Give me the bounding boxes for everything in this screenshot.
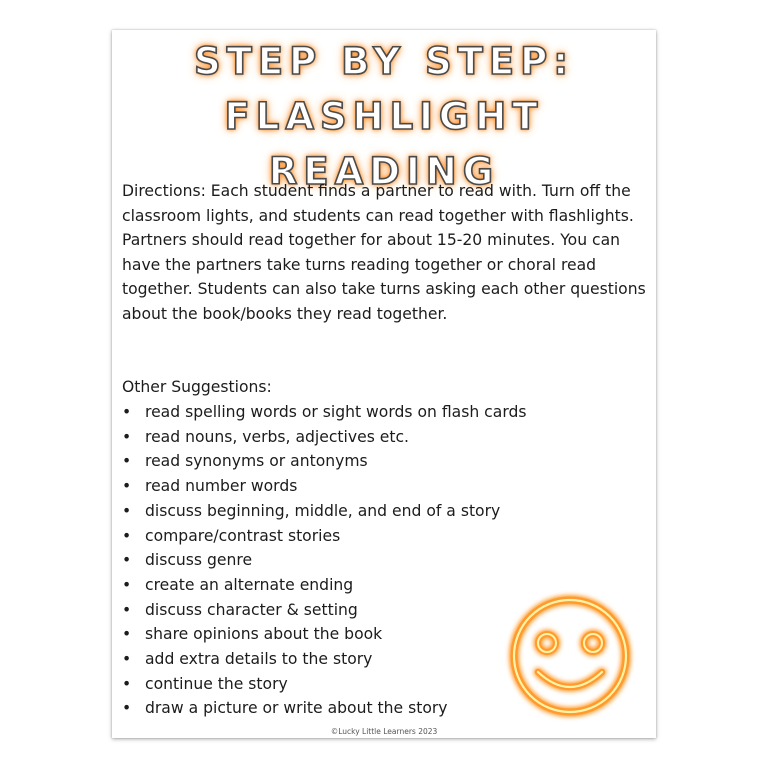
list-item bbox=[122, 598, 542, 623]
bullet-icon: • bbox=[122, 625, 132, 644]
list-item bbox=[122, 449, 542, 474]
list-item bbox=[122, 474, 542, 499]
bullet-icon: • bbox=[122, 427, 132, 446]
list-item bbox=[122, 647, 542, 672]
list-item-text: add extra details to the story bbox=[145, 650, 373, 669]
title-line-1: STEP BY STEP: bbox=[193, 40, 575, 83]
list-item bbox=[122, 548, 542, 573]
list-item bbox=[122, 400, 542, 425]
page-title bbox=[112, 34, 656, 199]
list-item-text: read number words bbox=[145, 477, 298, 496]
copyright-footer: ©Lucky Little Learners 2023 bbox=[330, 727, 438, 736]
bullet-icon: • bbox=[122, 477, 132, 496]
suggestions-heading: Other Suggestions: bbox=[122, 378, 272, 396]
title-line-2: FLASHLIGHT bbox=[224, 95, 544, 138]
list-item-text: discuss beginning, middle, and end of a story bbox=[145, 501, 501, 520]
list-item-text: read synonyms or antonyms bbox=[145, 452, 368, 471]
bullet-icon: • bbox=[122, 403, 132, 421]
list-item-text: discuss character & setting bbox=[145, 600, 358, 619]
smiley-face-icon bbox=[504, 590, 636, 722]
title-line-3: READING bbox=[268, 150, 500, 193]
list-item bbox=[122, 425, 542, 450]
list-item-text: draw a picture or write about the story bbox=[145, 699, 448, 718]
list-item-text: read nouns, verbs, adjectives etc. bbox=[145, 427, 410, 446]
bullet-icon: • bbox=[122, 600, 132, 619]
bullet-icon: • bbox=[122, 452, 132, 471]
bullet-icon: • bbox=[122, 551, 132, 570]
list-item bbox=[122, 499, 542, 524]
worksheet-page bbox=[112, 30, 656, 738]
list-item-text: compare/contrast stories bbox=[145, 526, 341, 545]
bullet-icon: • bbox=[122, 575, 132, 594]
list-item-text: discuss genre bbox=[145, 551, 253, 570]
list-item bbox=[122, 573, 542, 598]
directions-paragraph: Directions: Each student finds a partner to read with. Turn off the classroom lights, and students can read together with flashlights. Partners should read together for about 15-20 minutes. You can have the partners take turns reading together or choral read together. Students can also take turns asking each other questions about the book/books they read together. bbox=[122, 182, 646, 323]
list-item bbox=[122, 524, 542, 549]
list-item-text: share opinions about the book bbox=[145, 625, 383, 644]
list-item bbox=[122, 622, 542, 647]
bullet-icon: • bbox=[122, 501, 132, 520]
list-item-text: create an alternate ending bbox=[145, 575, 354, 594]
list-item-text: read spelling words or sight words on flash cards bbox=[145, 403, 527, 421]
bullet-icon: • bbox=[122, 650, 132, 669]
suggestions-list bbox=[122, 400, 542, 721]
list-item bbox=[122, 672, 542, 697]
bullet-icon: • bbox=[122, 674, 132, 693]
list-item bbox=[122, 696, 542, 721]
bullet-icon: • bbox=[122, 526, 132, 545]
bullet-icon: • bbox=[122, 699, 132, 718]
list-item-text: continue the story bbox=[145, 674, 288, 693]
